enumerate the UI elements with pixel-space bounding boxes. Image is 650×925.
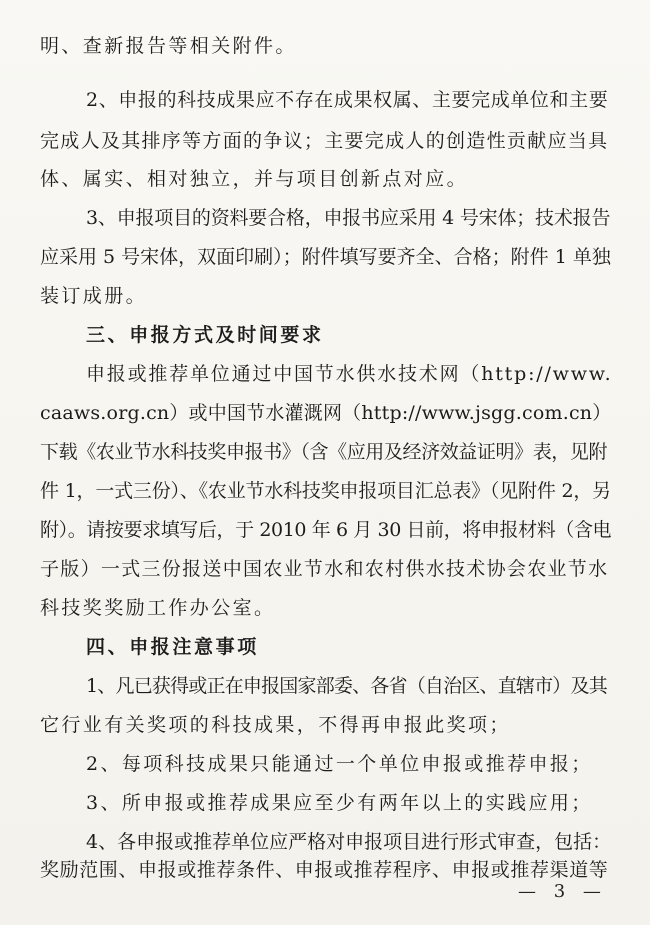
section-heading: 三、申报方式及时间要求 <box>86 324 324 346</box>
text-line: 奖励范围、申报或推荐条件、申报或推荐程序、申报或推荐渠道等 <box>40 859 609 881</box>
section-heading: 四、申报注意事项 <box>86 636 259 658</box>
text-line: 明、查新报告等相关附件。 <box>40 35 297 57</box>
text-line: caaws.org.cn）或中国节水灌溉网（http://www.jsgg.com.cn） <box>40 402 612 424</box>
text-line: 1、凡已获得或正在申报国家部委、各省（自治区、直辖市）及其 <box>86 675 607 697</box>
text-line: 装订成册。 <box>40 285 148 307</box>
text-line: 体、属实、相对独立，并与项目创新点对应。 <box>40 168 469 190</box>
text-line: 2、申报的科技成果应不存在成果权属、主要完成单位和主要 <box>86 89 609 111</box>
text-line: 4、各申报或推荐单位应严格对申报项目进行形式审查，包括： <box>86 831 612 853</box>
text-line: 科技奖奖励工作办公室。 <box>40 597 276 619</box>
text-line: 完成人及其排序等方面的争议；主要完成人的创造性贡献应当具 <box>40 130 609 152</box>
text-line: 申报或推荐单位通过中国节水供水技术网（http://www. <box>86 363 613 385</box>
page-number: — 3 — <box>518 881 607 902</box>
text-line: 3、申报项目的资料要合格，申报书应采用 4 号宋体；技术报告 <box>86 207 611 229</box>
text-line: 下载《农业节水科技奖申报书》（含《应用及经济效益证明》表，见附 <box>40 441 608 463</box>
text-line: 子版）一式三份报送中国农业节水和农村供水技术协会农业节水 <box>40 558 609 580</box>
text-line: 附）。请按要求填写后，于 2010 年 6 月 30 日前，将申报材料（含电 <box>40 519 612 541</box>
text-line: 应采用 5 号宋体，双面印刷）；附件填写要齐全、合格；附件 1 单独 <box>40 246 611 268</box>
text-line: 件 1，一式三份）、《农业节水科技奖申报项目汇总表》（见附件 2，另 <box>40 480 611 502</box>
text-line: 2、每项科技成果只能通过一个单位申报或推荐申报； <box>86 753 593 775</box>
text-line: 3、所申报或推荐成果应至少有两年以上的实践应用； <box>86 792 593 814</box>
text-line: 它行业有关奖项的科技成果，不得再申报此奖项； <box>40 714 511 736</box>
